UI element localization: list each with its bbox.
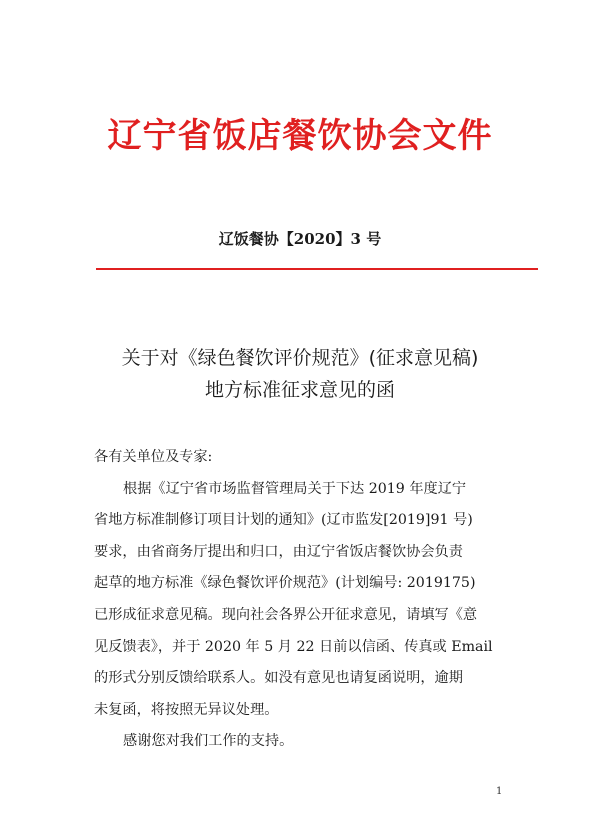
body-line: 要求，由省商务厅提出和归口，由辽宁省饭店餐饮协会负责: [94, 543, 463, 560]
red-divider-line: [96, 268, 538, 270]
body-line: 的形式分别反馈给联系人。如没有意见也请复函说明，逾期: [94, 670, 463, 687]
document-title-line-1: 关于对《绿色餐饮评价规范》(征求意见稿): [121, 347, 479, 369]
salutation: 各有关单位及专家:: [94, 449, 213, 465]
thanks-line: 感谢您对我们工作的支持。: [123, 733, 294, 750]
document-number: 辽饭餐协【2020】3 号: [218, 230, 382, 248]
document-body: [94, 442, 524, 758]
body-line: 已形成征求意见稿。现向社会各界公开征求意见，请填写《意: [94, 606, 478, 623]
document-title: [0, 342, 600, 406]
body-line: 见反馈表》，并于 2020 年 5 月 22 日前以信函、传真或 Email: [94, 638, 493, 655]
document-title-line-2: 地方标准征求意见的函: [204, 379, 395, 401]
letterhead-title: 辽宁省饭店餐饮协会文件: [107, 116, 493, 156]
body-line: 根据《辽宁省市场监督管理局关于下达 2019 年度辽宁: [123, 480, 467, 497]
page-number: 1: [496, 786, 503, 797]
body-line: 省地方标准制修订项目计划的通知》(辽市监发[2019]91 号): [94, 512, 473, 529]
body-line: 未复函，将按照无异议处理。: [94, 701, 279, 718]
body-line: 起草的地方标准《绿色餐饮评价规范》(计划编号: 2019175): [94, 575, 476, 592]
